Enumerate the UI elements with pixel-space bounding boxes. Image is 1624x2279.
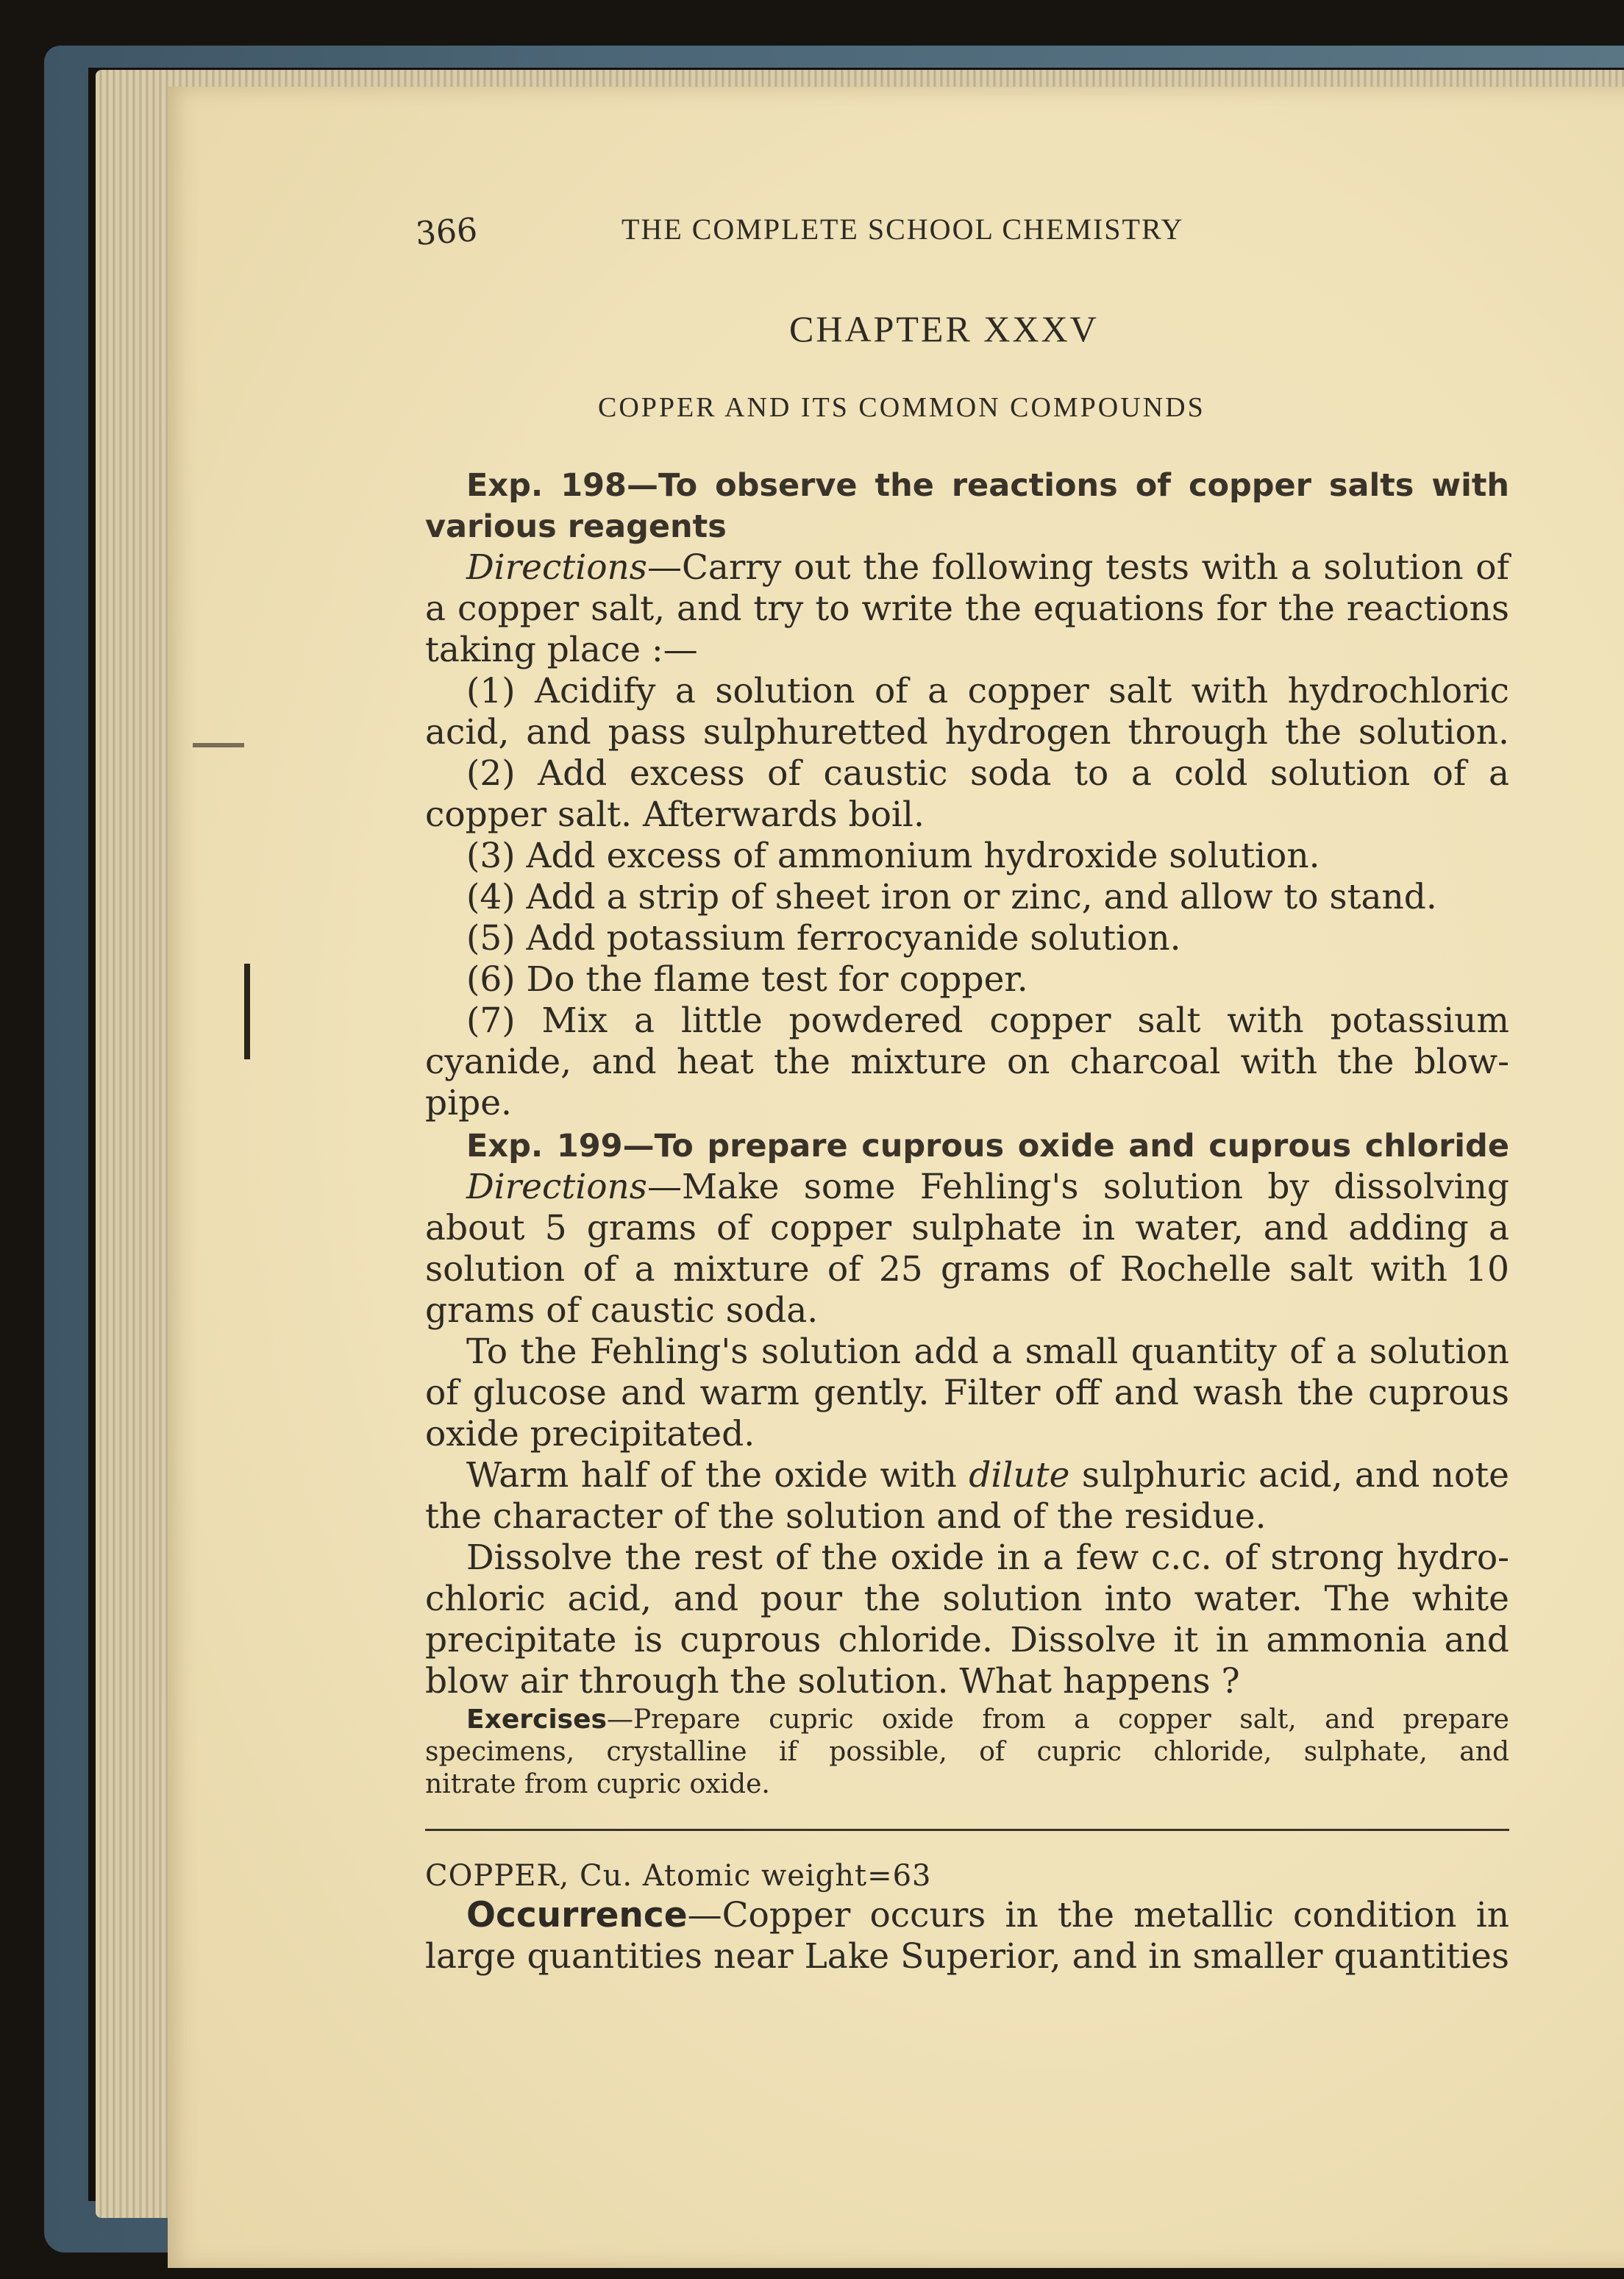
test-item-6 xyxy=(425,959,1509,1000)
test-item-line: acid, and pass sulphuretted hydrogen through the solution. xyxy=(425,712,1509,753)
page-number: 366 xyxy=(414,211,479,253)
directions-line: solution of a mixture of 25 grams of Rochelle salt with 10 xyxy=(425,1249,1509,1290)
directions-line: a copper salt, and try to write the equations for the reactions xyxy=(425,589,1509,629)
experiment-199-heading xyxy=(425,1126,1509,1167)
directions-line xyxy=(425,547,1509,589)
exercises-line: specimens, crystalline if possible, of cupric chloride, sulphate, and xyxy=(425,1737,1509,1767)
directions-line: about 5 grams of copper sulphate in water, and adding a xyxy=(425,1208,1509,1248)
paragraph-line: precipitate is cuprous chloride. Dissolve it in ammonia and xyxy=(425,1620,1509,1660)
paragraph-line: To the Fehling's solution add a small quantity of a solution xyxy=(466,1332,1509,1372)
directions-label: Directions xyxy=(466,1167,647,1207)
test-item-line: (2) Add excess of caustic soda to a cold solution of a xyxy=(466,753,1509,794)
dissolve-paragraph xyxy=(425,1537,1509,1661)
directions-text: —Carry out the following tests with a solution of xyxy=(647,547,1509,588)
exercises-line: nitrate from cupric oxide. xyxy=(425,1769,770,1799)
paragraph-line xyxy=(425,1895,1509,1936)
paragraph-line: of glucose and warm gently. Filter off and wash the cuprous xyxy=(425,1373,1509,1413)
test-item-line: (6) Do the flame test for copper. xyxy=(466,959,1028,1000)
paragraph-text: —Copper occurs in the metallic condition in xyxy=(687,1895,1509,1935)
dissolve-paragraph-end xyxy=(425,1661,1509,1702)
directions-line: taking place :— xyxy=(425,630,698,670)
test-item-2-cont xyxy=(425,794,1509,836)
paragraph-text: Warm half of the oxide with xyxy=(466,1455,969,1496)
fehling-paragraph-end xyxy=(425,1414,1509,1455)
paragraph-line: chloric acid, and pour the solution into water. The white xyxy=(425,1579,1509,1619)
experiment-198-directions xyxy=(425,547,1509,630)
occurrence-label: Occurrence xyxy=(466,1895,688,1935)
test-item-7 xyxy=(425,1000,1509,1042)
heading-line: Exp. 198—To observe the reactions of copper salts with xyxy=(466,467,1509,504)
test-item-line: (7) Mix a little powdered copper salt with potassium xyxy=(466,1000,1509,1041)
chapter-title: COPPER AND ITS COMMON COMPOUNDS xyxy=(598,392,1205,423)
warm-oxide-paragraph xyxy=(425,1455,1509,1496)
test-item-line: copper salt. Afterwards boil. xyxy=(425,794,925,835)
exercises-line xyxy=(425,1704,1509,1736)
occurrence-paragraph xyxy=(425,1895,1509,1977)
exercises xyxy=(425,1704,1509,1768)
page-edge-mark xyxy=(244,964,250,1059)
paragraph-text: sulphuric acid, and note xyxy=(1069,1455,1509,1496)
test-item-line: (3) Add excess of ammonium hydroxide solution. xyxy=(466,836,1320,876)
directions-text: —Make some Fehling's solution by dissolving xyxy=(647,1167,1509,1207)
directions-line: grams of caustic soda. xyxy=(425,1290,819,1331)
test-item-line: cyanide, and heat the mixture on charcoal with the blow-pipe. xyxy=(425,1042,1509,1123)
heading-line: various reagents xyxy=(425,508,727,545)
exercises-end xyxy=(425,1768,1509,1801)
warm-oxide-paragraph-end xyxy=(425,1496,1509,1537)
paragraph-line: the character of the solution and of the residue. xyxy=(425,1496,1267,1537)
paragraph-line xyxy=(425,1455,1509,1496)
paragraph-line: blow air through the solution. What happens ? xyxy=(425,1661,1240,1702)
emphasis-text: dilute xyxy=(969,1455,1070,1496)
experiment-198-heading-cont xyxy=(425,506,1509,547)
test-item-5 xyxy=(425,918,1509,959)
test-item-line: (4) Add a strip of sheet iron or zinc, and allow to stand. xyxy=(466,877,1437,917)
page-edge-mark xyxy=(193,743,244,747)
test-item-3 xyxy=(425,836,1509,877)
chapter-number: CHAPTER XXXV xyxy=(789,308,1099,349)
exercises-text: —Prepare cupric oxide from a copper salt, and prepare xyxy=(606,1704,1509,1735)
directions-label: Directions xyxy=(466,547,647,588)
section-divider xyxy=(425,1829,1509,1831)
test-item-4 xyxy=(425,877,1509,918)
fehling-paragraph xyxy=(425,1332,1509,1414)
test-item-1 xyxy=(425,671,1509,712)
experiment-199-directions xyxy=(425,1167,1509,1290)
test-item-1-cont xyxy=(425,712,1509,753)
paragraph-line: large quantities near Lake Superior, and in smaller quantities xyxy=(425,1936,1509,1977)
test-item-line: (1) Acidify a solution of a copper salt with hydrochloric xyxy=(466,671,1509,711)
test-item-line: (5) Add potassium ferrocyanide solution. xyxy=(466,918,1181,959)
directions-line xyxy=(425,1167,1509,1208)
experiment-199-directions-end xyxy=(425,1290,1509,1332)
experiment-198-directions-end xyxy=(425,630,1509,671)
experiment-198-heading xyxy=(425,465,1509,506)
exercises-label: Exercises xyxy=(466,1704,607,1735)
paragraph-line: oxide precipitated. xyxy=(425,1414,755,1454)
test-item-2 xyxy=(425,753,1509,794)
test-item-7-cont xyxy=(425,1042,1509,1124)
paragraph-line: Dissolve the rest of the oxide in a few c.c. of strong hydro- xyxy=(466,1537,1509,1578)
copper-name-line: COPPER, Cu. Atomic weight=63 xyxy=(425,1859,932,1893)
running-title: THE COMPLETE SCHOOL CHEMISTRY xyxy=(622,213,1184,246)
heading-line: Exp. 199—To prepare cuprous oxide and cuprous chloride xyxy=(466,1128,1509,1165)
